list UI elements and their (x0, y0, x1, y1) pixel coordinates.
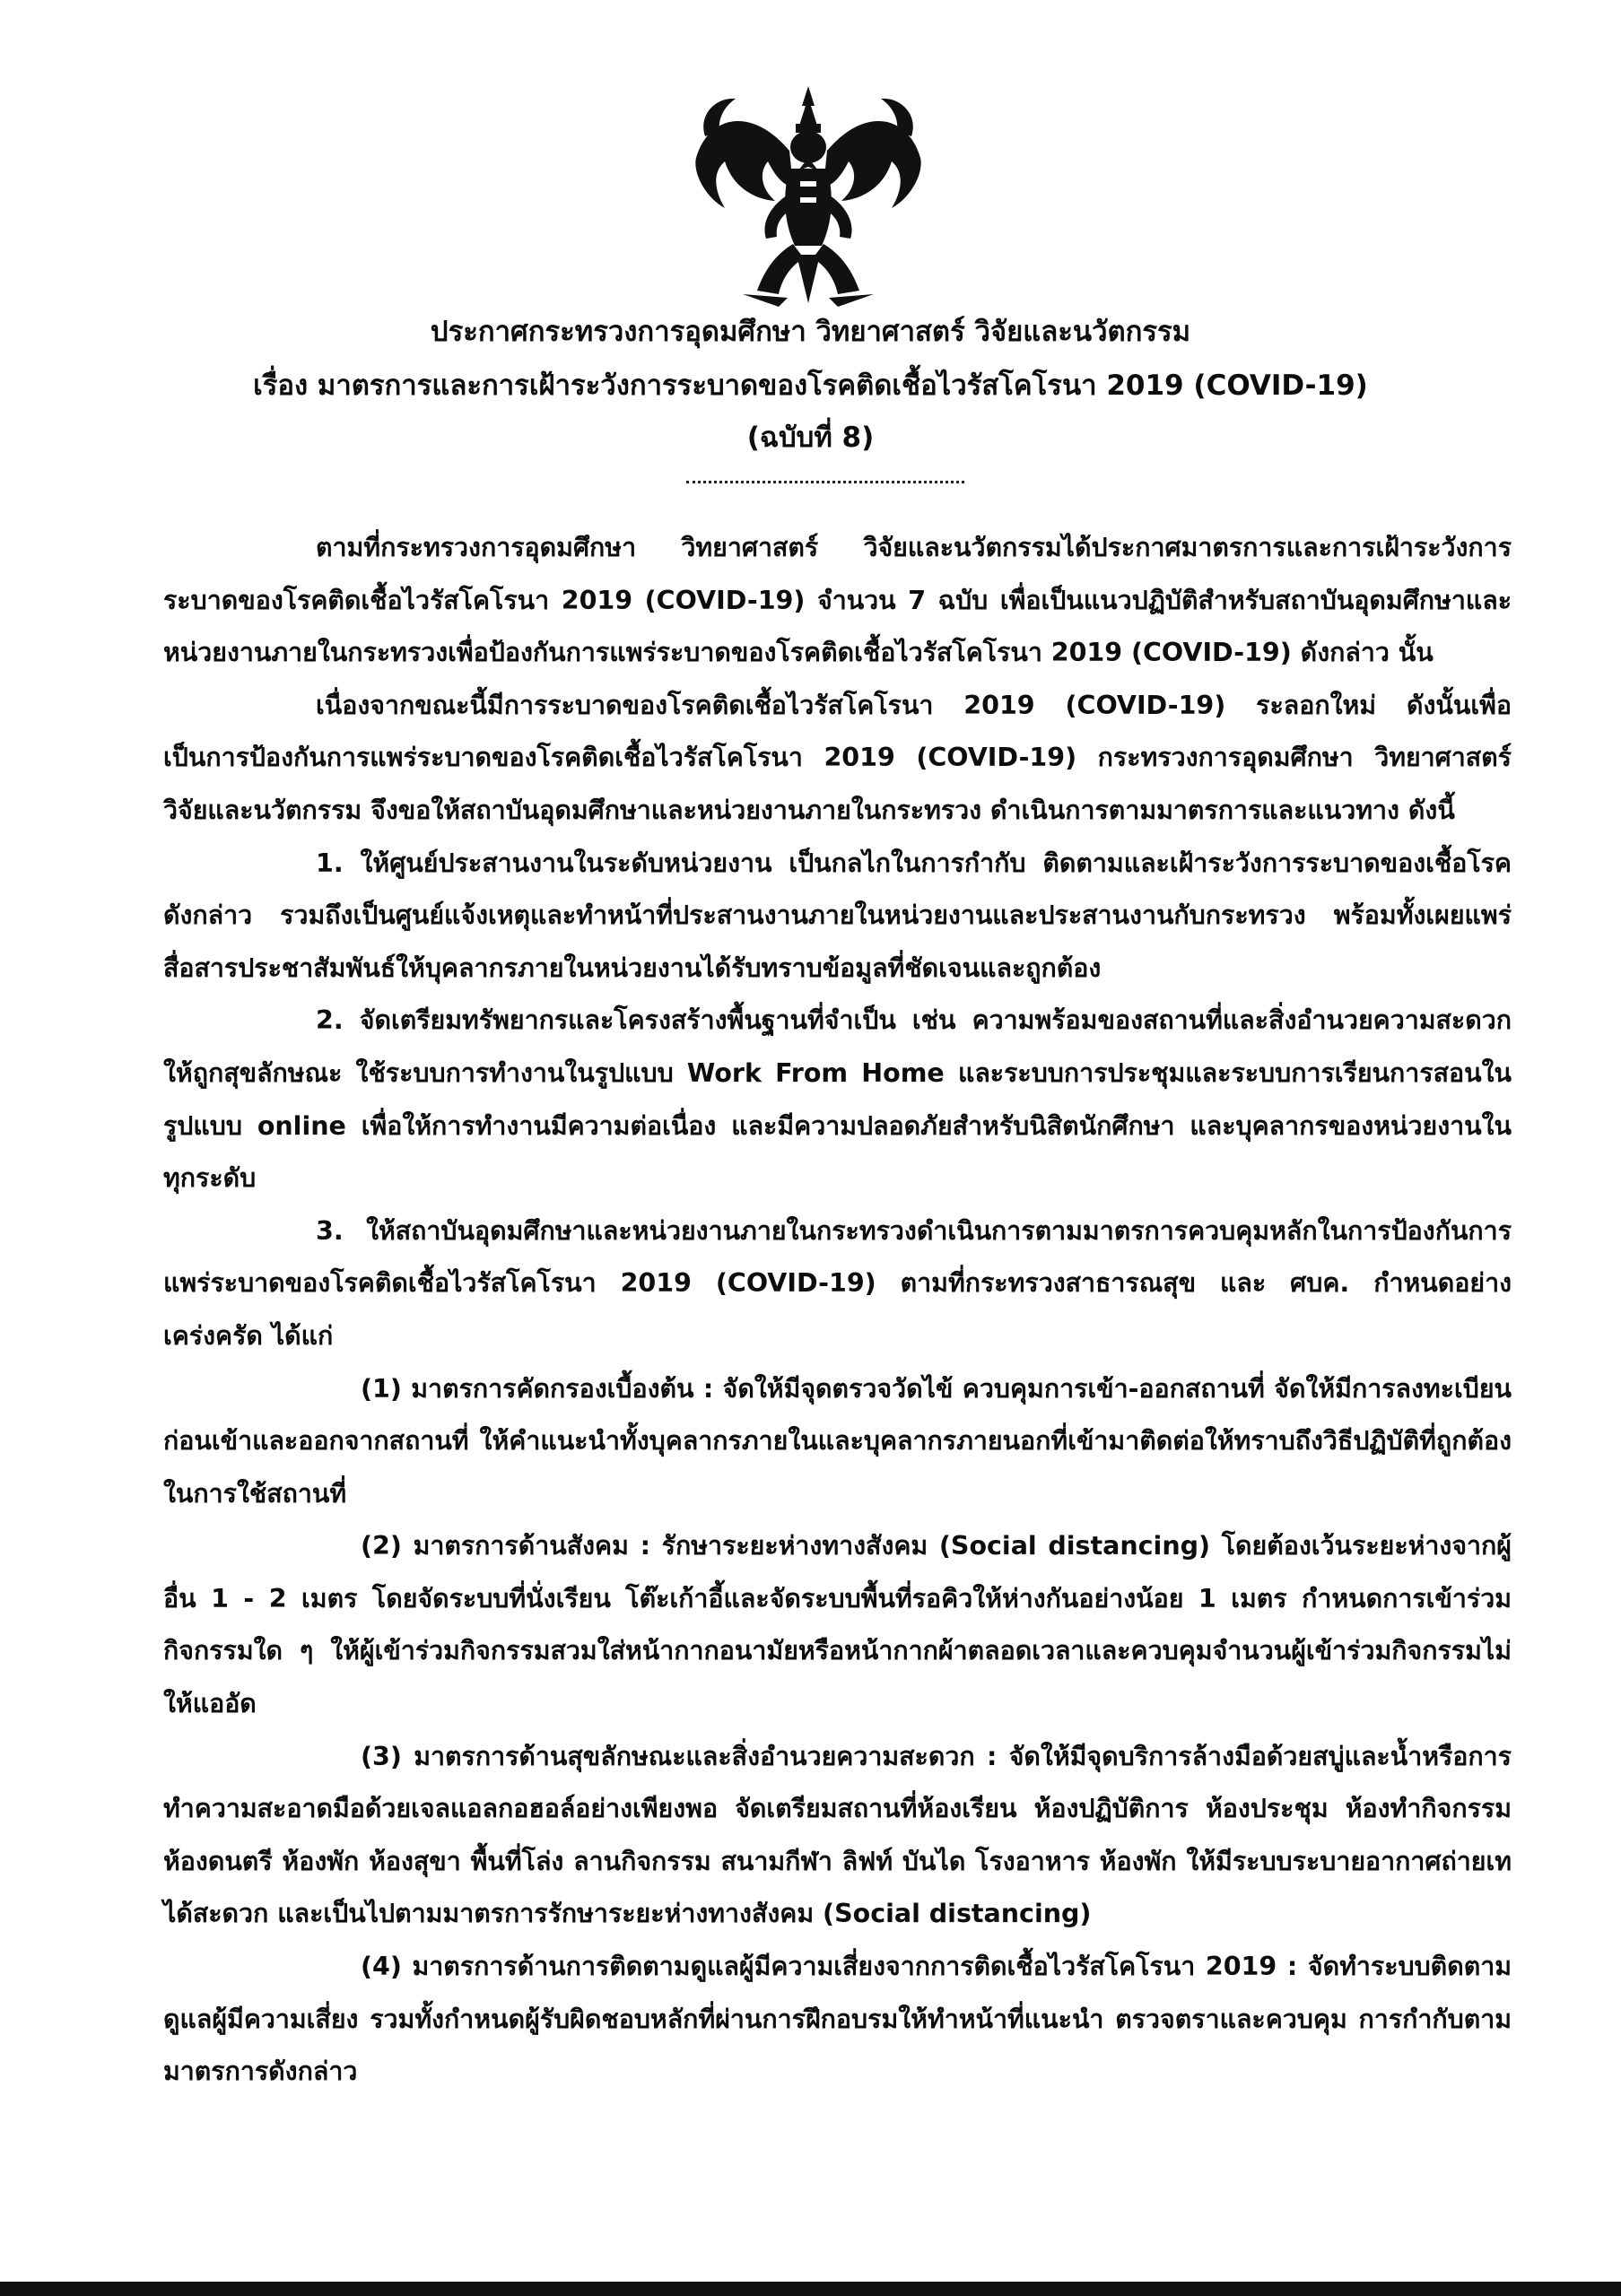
paragraph-background: ตามที่กระทรวงการอุดมศึกษา วิทยาศาสตร์ วิจัยและนวัตกรรมได้ประกาศมาตรการและการเฝ้าระวังการระบาดของโรคติดเชื้อไวรัสโคโรนา 2019 (COVID-19) จำนวน 7 ฉบับ เพื่อเป็นแนวปฏิบัติสำหรับสถาบันอุดมศึกษาและหน่วยงานภายในกระทรวงเพื่อป้องกันการแพร่ระบาดของโรคติดเชื้อไวรัสโคโรนา 2019 (COVID-19) ดังกล่าว นั้น (163, 533, 1512, 668)
paragraph-measure-2: 2. จัดเตรียมทรัพยากรและโครงสร้างพื้นฐานที่จำเป็น เช่น ความพร้อมของสถานที่และสิ่งอำนวยความสะดวกให้ถูกสุขลักษณะ ใช้ระบบการทำงานในรูปแบบ Work From Home และระบบการประชุมและระบบการเรียนการสอนในรูปแบบ online เพื่อให้การทำงานมีความต่อเนื่อง และมีความปลอดภัยสำหรับนิสิตนักศึกษา และบุคลากรของหน่วยงานในทุกระดับ (163, 1005, 1512, 1194)
announcement-issue-number: (ฉบับที่ 8) (746, 422, 875, 454)
announcement-title: ประกาศกระทรวงการอุดมศึกษา วิทยาศาสตร์ วิจัยและนวัตกรรม (430, 316, 1191, 348)
paragraph-measure-3: 3. ให้สถาบันอุดมศึกษาและหน่วยงานภายในกระทรวงดำเนินการตามมาตรการควบคุมหลักในการป้องกันการแพร่ระบาดของโรคติดเชื้อไวรัสโคโรนา 2019 (COVID-19) ตามที่กระทรวงสาธารณสุข และ ศบค. กำหนดอย่างเคร่งครัด ได้แก่ (163, 1215, 1512, 1351)
paragraph-measure-1: 1. ให้ศูนย์ประสานงานในระดับหน่วยงาน เป็นกลไกในการกำกับ ติดตามและเฝ้าระวังการระบาดของเชื้อโรคดังกล่าว รวมถึงเป็นศูนย์แจ้งเหตุและทำหน้าที่ประสานงานภายในหน่วยงานและประสานงานกับกระทรวง พร้อมทั้งเผยแพร่ สื่อสารประชาสัมพันธ์ให้บุคลากรภายในหน่วยงานได้รับทราบข้อมูลที่ชัดเจนและถูกต้อง (163, 848, 1512, 983)
announcement-body (163, 522, 1512, 2099)
paragraph-measure-3-4: (4) มาตรการด้านการติดตามดูแลผู้มีความเสี่ยงจากการติดเชื้อไวรัสโคโรนา 2019 : จัดทำระบบติดตามดูแลผู้มีความเสี่ยง รวมทั้งกำหนดผู้รับผิดชอบหลักที่ผ่านการฝึกอบรมให้ทำหน้าที่แนะนำ ตรวจตราและควบคุม การกำกับตามมาตรการดังกล่าว (163, 1952, 1512, 2087)
garuda-emblem-icon (689, 79, 928, 312)
paragraph-measure-3-2: (2) มาตรการด้านสังคม : รักษาระยะห่างทางสังคม (Social distancing) โดยต้องเว้นระยะห่างจากผู้อื่น 1 - 2 เมตร โดยจัดระบบที่นั่งเรียน โต๊ะเก้าอี้และจัดระบบพื้นที่รอคิวให้ห่างกันอย่างน้อย 1 เมตร กำหนดการเข้าร่วมกิจกรรมใด ๆ ให้ผู้เข้าร่วมกิจกรรมสวมใส่หน้ากากอนามัยหรือหน้ากากผ้าตลอดเวลาและควบคุมจำนวนผู้เข้าร่วมกิจกรรมไม่ให้แออัด (163, 1531, 1512, 1719)
announcement-subject: เรื่อง มาตรการและการเฝ้าระวังการระบาดของโรคติดเชื้อไวรัสโคโรนา 2019 (COVID-19) (253, 370, 1368, 402)
paragraph-purpose: เนื่องจากขณะนี้มีการระบาดของโรคติดเชื้อไวรัสโคโรนา 2019 (COVID-19) ระลอกใหม่ ดังนั้นเพื่อเป็นการป้องกันการแพร่ระบาดของโรคติดเชื้อไวรัสโคโรนา 2019 (COVID-19) กระทรวงการอุดมศึกษา วิทยาศาสตร์ วิจัยและนวัตกรรม จึงขอให้สถาบันอุดมศึกษาและหน่วยงานภายในกระทรวง ดำเนินการตามมาตรการและแนวทาง ดังนี้ (163, 690, 1512, 825)
paragraph-measure-3-3: (3) มาตรการด้านสุขลักษณะและสิ่งอำนวยความสะดวก : จัดให้มีจุดบริการล้างมือด้วยสบู่และน้ำหรือการทำความสะอาดมือด้วยเจลแอลกอฮอล์อย่างเพียงพอ จัดเตรียมสถานที่ห้องเรียน ห้องปฏิบัติการ ห้องประชุม ห้องทำกิจกรรม ห้องดนตรี ห้องพัก ห้องสุขา พื้นที่โล่ง ลานกิจกรรม สนามกีฬา ลิฟท์ บันได โรงอาหาร ห้องพัก ให้มีระบบระบายอากาศถ่ายเทได้สะดวก และเป็นไปตามมาตรการรักษาระยะห่างทางสังคม (Social distancing) (163, 1741, 1512, 1929)
scan-bottom-edge (0, 2282, 1621, 2296)
paragraph-measure-3-1: (1) มาตรการคัดกรองเบื้องต้น : จัดให้มีจุดตรวจวัดไข้ ควบคุมการเข้า-ออกสถานที่ จัดให้มีการลงทะเบียนก่อนเข้าและออกจากสถานที่ ให้คำแนะนำทั้งบุคลากรภายในและบุคลากรภายนอกที่เข้ามาติดต่อให้ทราบถึงวิธีปฏิบัติที่ถูกต้องในการใช้สถานที่ (163, 1373, 1512, 1509)
title-separator (686, 481, 964, 483)
